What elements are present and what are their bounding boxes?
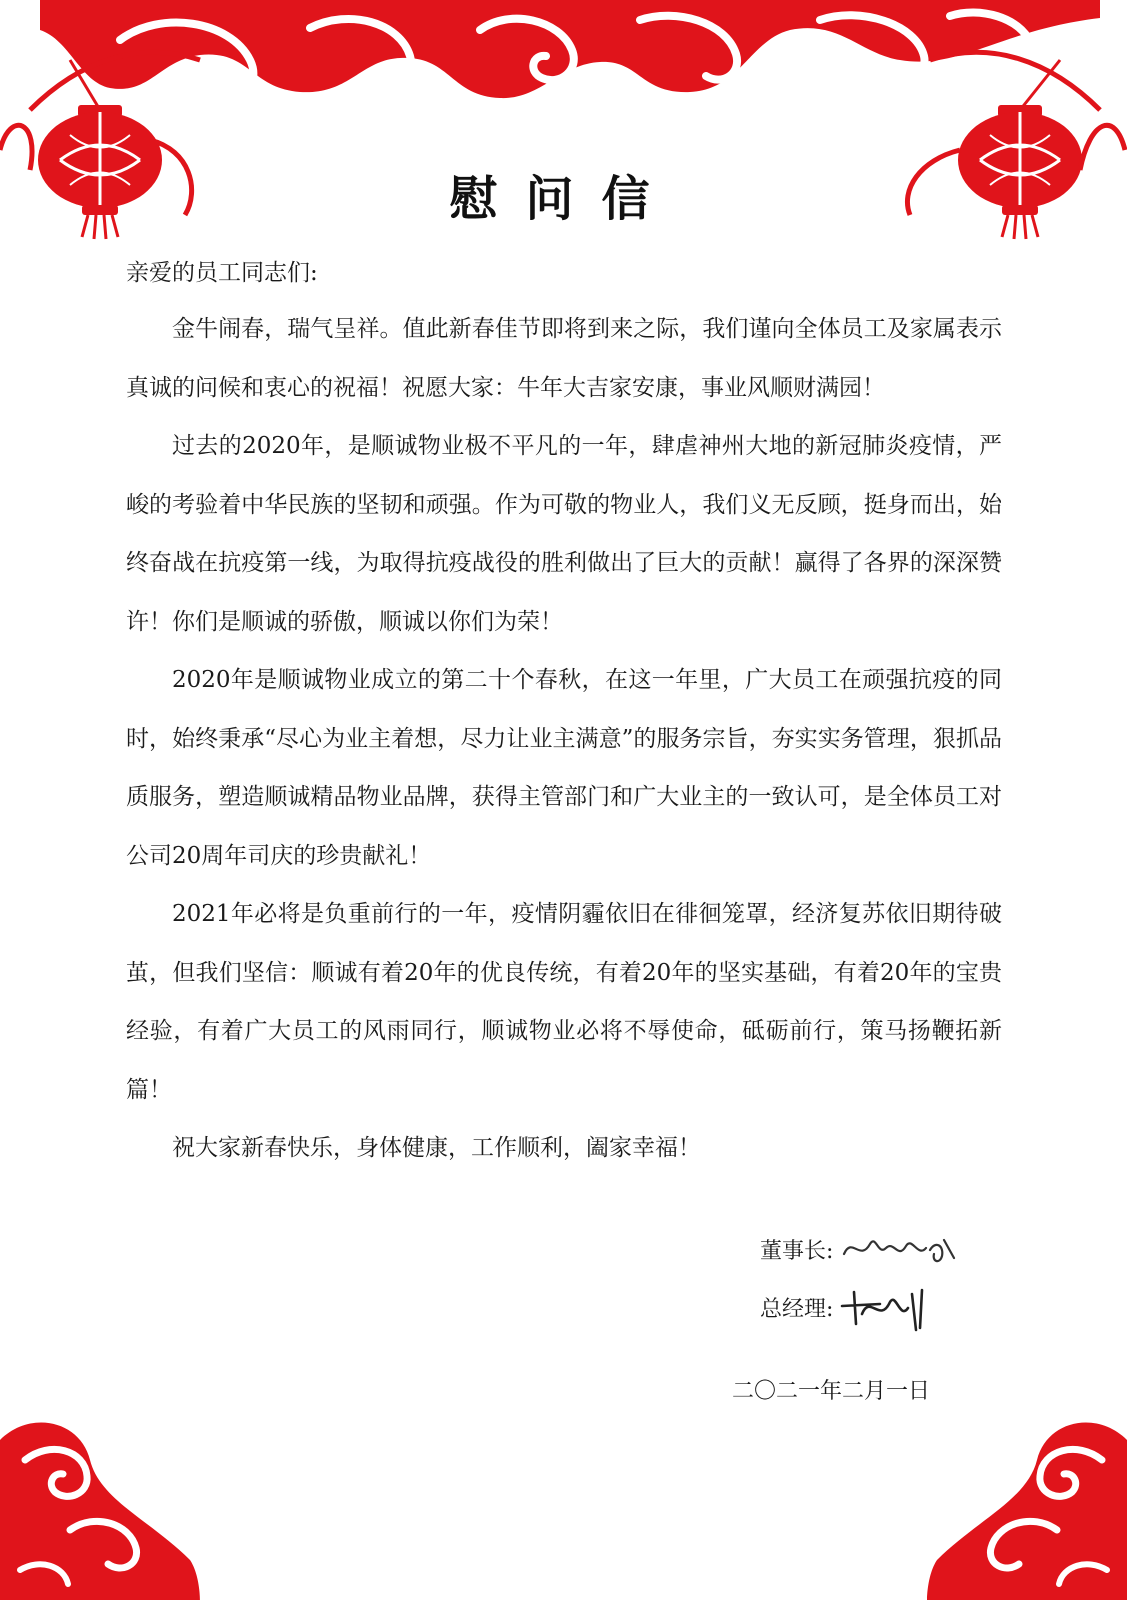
cloud-corner-bottom-right-icon	[927, 1423, 1127, 1600]
closing-wish: 祝大家新春快乐，身体健康，工作顺利，阖家幸福！	[172, 1135, 701, 1161]
manager-signature-icon	[840, 1284, 940, 1334]
manager-signature-line	[700, 1290, 1020, 1330]
cloud-corner-bottom-left-icon	[0, 1423, 200, 1600]
chairman-label: 董事长:	[760, 1239, 834, 1264]
paragraph-anniversary: 2020年是顺诚物业成立的第二十个春秋，在这一年里，广大员工在顽强抗疫的同时，始终秉承“尽心为业主着想，尽力让业主满意”的服务宗旨，夯实实务管理，狠抓品质服务，塑造顺诚精品物业品牌，获得主管部门和广大业主的一致认可，是全体员工对公司20周年司庆的珍贵献礼！	[126, 667, 1002, 869]
paragraph-greeting: 金牛闹春，瑞气呈祥。值此新春佳节即将到来之际，我们谨向全体员工及家属表示真诚的问候和衷心的祝福！祝愿大家：牛年大吉家安康，事业风顺财满园！	[126, 316, 1002, 401]
manager-label: 总经理:	[760, 1297, 834, 1322]
chairman-signature-line	[700, 1232, 1020, 1272]
salutation: 亲爱的员工同志们:	[126, 260, 318, 286]
cloud-border-top-icon	[30, 0, 1100, 110]
chairman-signature-icon	[840, 1226, 960, 1270]
paragraph-2021-outlook: 2021年必将是负重前行的一年，疫情阴霾依旧在徘徊笼罩，经济复苏依旧期待破茧，但我们坚信：顺诚有着20年的优良传统，有着20年的坚实基础，有着20年的宝贵经验，有着广大员工的风雨同行，顺诚物业必将不辱使命，砥砺前行，策马扬鞭拓新篇！	[126, 901, 1002, 1103]
paragraph-2020-review: 过去的2020年，是顺诚物业极不平凡的一年，肆虐神州大地的新冠肺炎疫情，严峻的考验着中华民族的坚韧和顽强。作为可敬的物业人，我们义无反顾，挺身而出，始终奋战在抗疫第一线，为取得抗疫战役的胜利做出了巨大的贡献！赢得了各界的深深赞许！你们是顺诚的骄傲，顺诚以你们为荣！	[126, 433, 1002, 635]
letter-title: 慰问信	[449, 171, 678, 227]
letter-body	[126, 256, 1002, 1178]
letter-date: 二〇二一年二月一日	[732, 1379, 931, 1404]
